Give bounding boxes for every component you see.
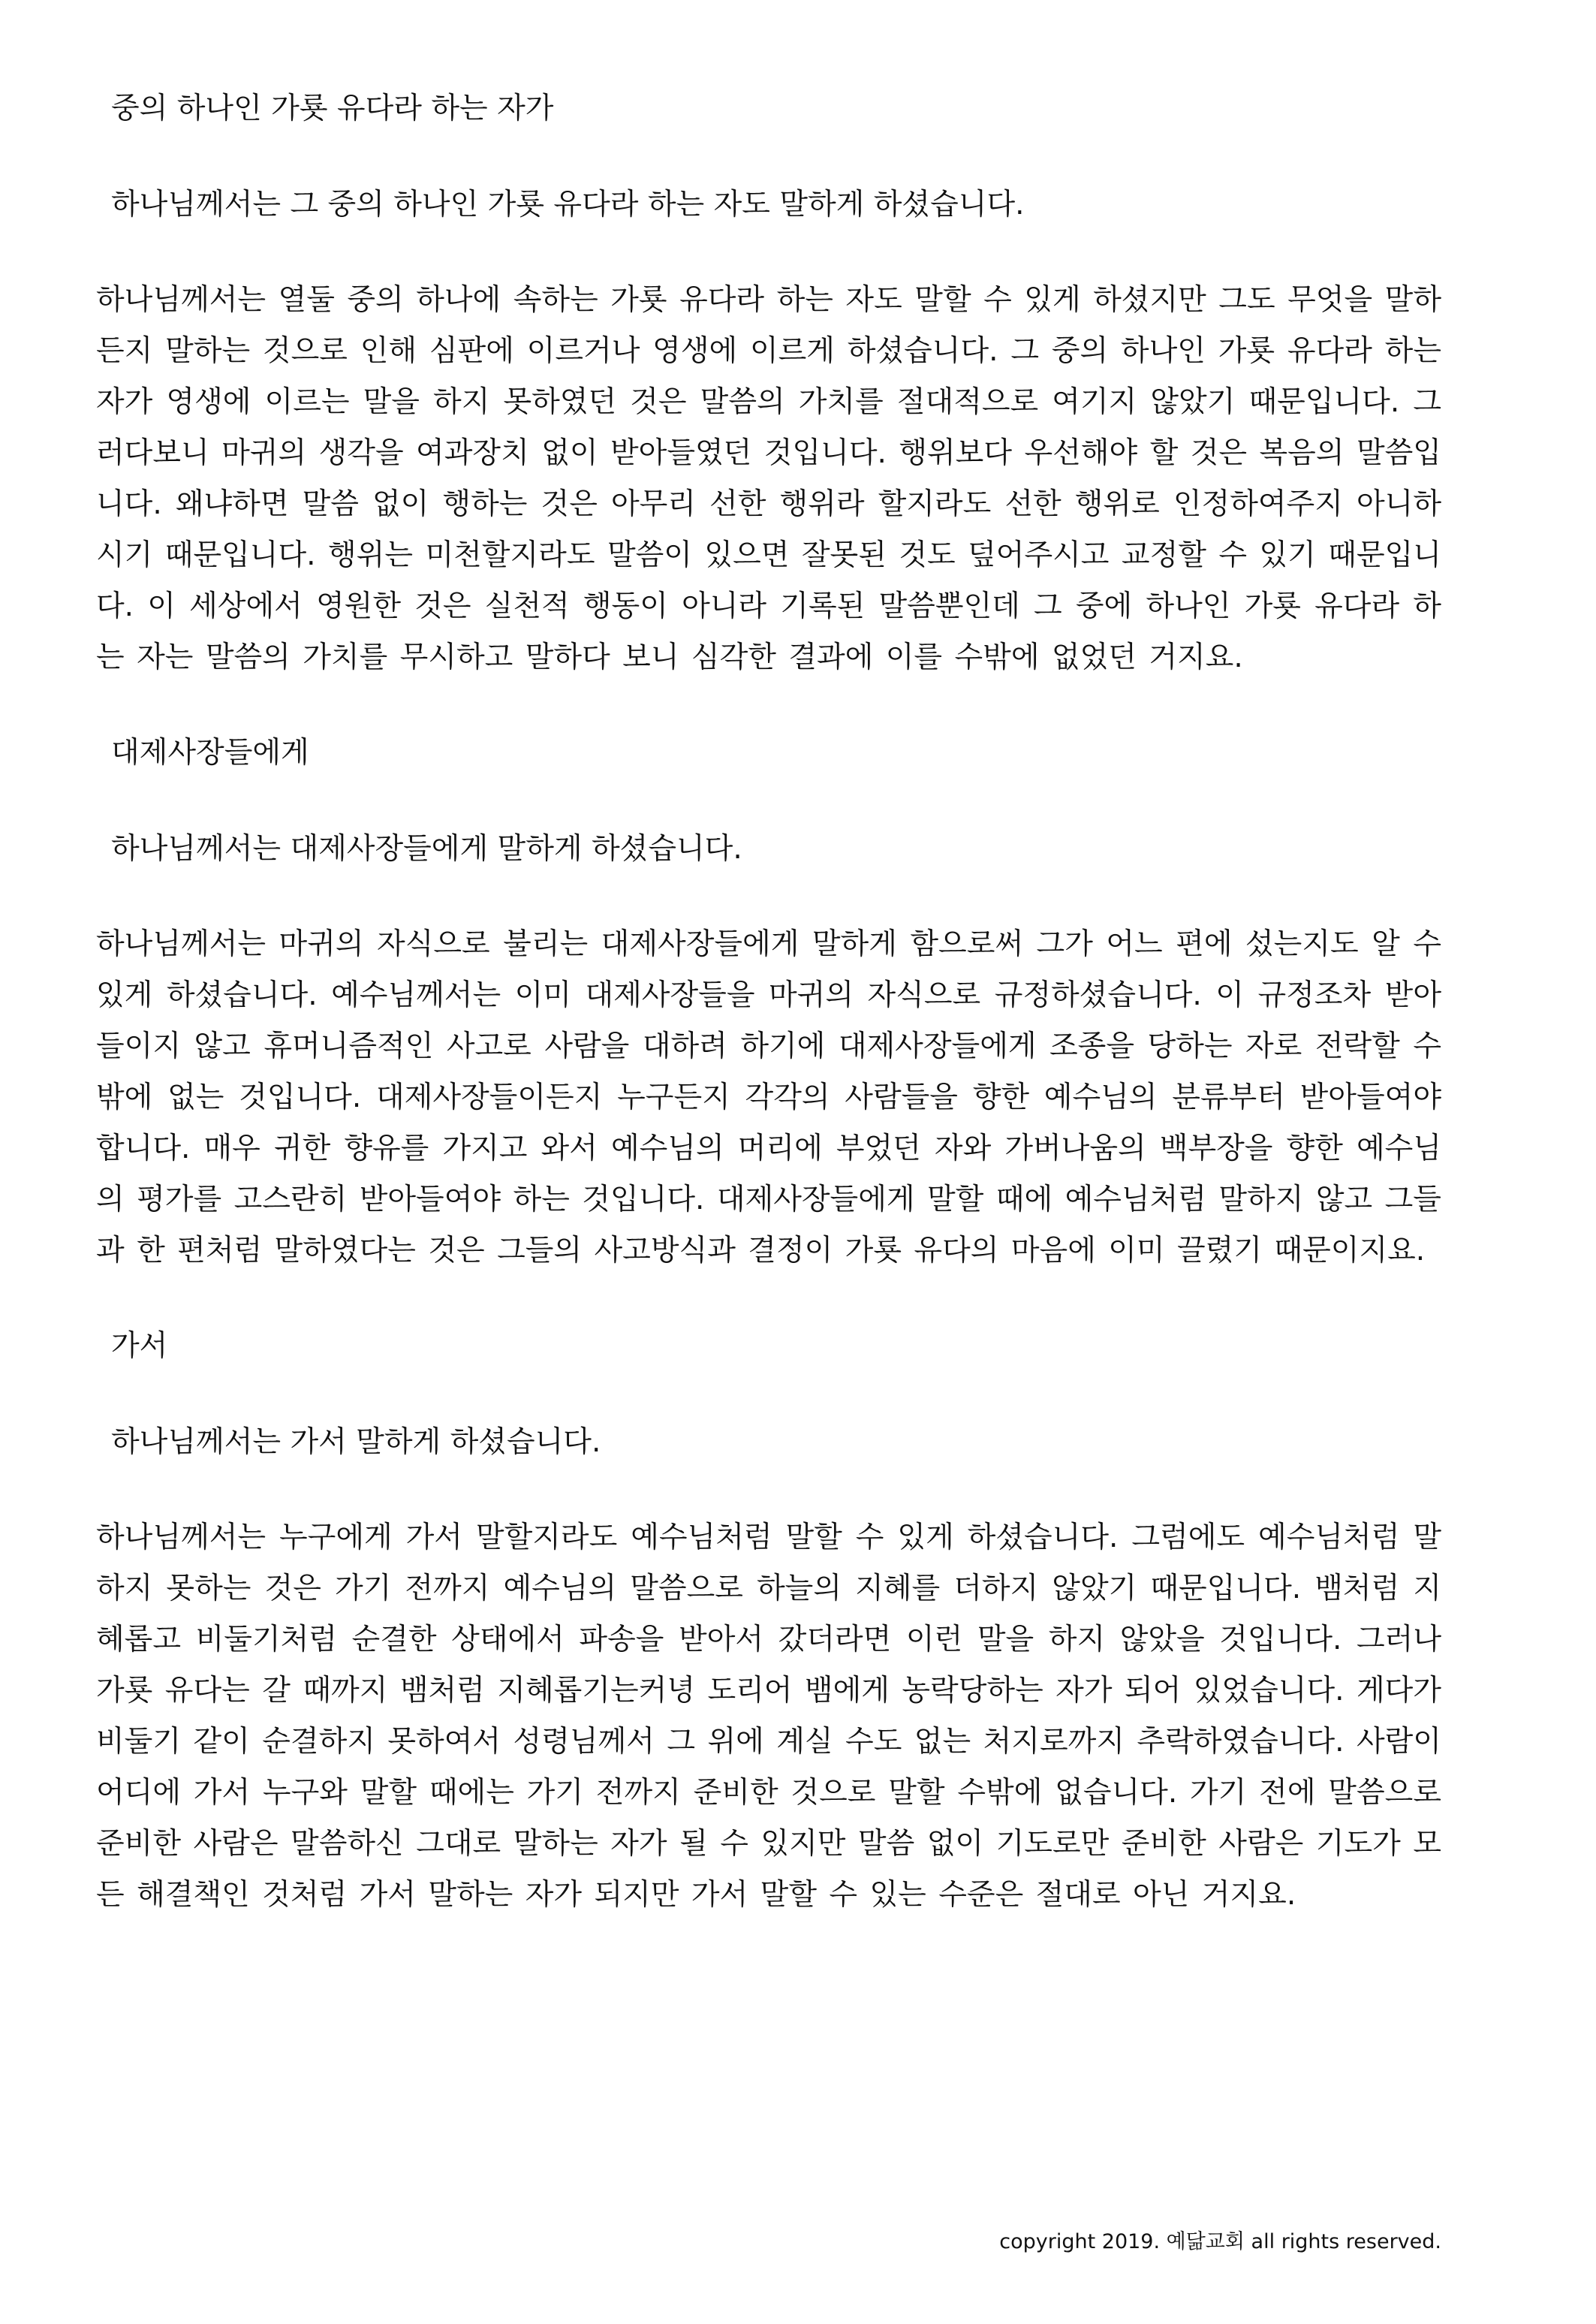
section-intro: 하나님께서는 대제사장들에게 말하게 하셨습니다.	[111, 832, 742, 866]
document-content	[96, 89, 1441, 1921]
section-heading: 가서	[111, 1329, 168, 1363]
section-heading: 대제사장들에게	[111, 736, 309, 770]
section-chief-priests	[96, 733, 1441, 1277]
section-body: 하나님께서는 마귀의 자식으로 불리는 대제사장들에게 말하게 함으로써 그가 어느 편에 섰는지도 알 수 있게 하셨습니다. 예수님께서는 이미 대제사장들을 마귀의 자식으로 규정하셨습니다. 이 규정조차 받아들이지 않고 휴머니즘적인 사고로 사람을 대하려 하기에 대제사장들에게 조종을 당하는 자로 전락할 수밖에 없는 것입니다. 대제사장들이든지 누구든지 각각의 사람들을 향한 예수님의 분류부터 받아들여야 합니다. 매우 귀한 향유를 가지고 와서 예수님의 머리에 부었던 자와 가버나움의 백부장을 향한 예수님의 평가를 고스란히 받아들여야 하는 것입니다. 대제사장들에게 말할 때에 예수님처럼 말하지 않고 그들과 한 편처럼 말하였다는 것은 그들의 사고방식과 결정이 가룟 유다의 마음에 이미 끌렸기 때문이지요.	[96, 927, 1441, 1267]
section-judas	[96, 89, 1441, 683]
section-intro: 하나님께서는 가서 말하게 하셨습니다.	[111, 1425, 601, 1459]
section-body: 하나님께서는 열둘 중의 하나에 속하는 가룟 유다라 하는 자도 말할 수 있게 하셨지만 그도 무엇을 말하든지 말하는 것으로 인해 심판에 이르거나 영생에 이르게 하셨습니다. 그 중의 하나인 가룟 유다라 하는 자가 영생에 이르는 말을 하지 못하였던 것은 말씀의 가치를 절대적으로 여기지 않았기 때문입니다. 그러다보니 마귀의 생각을 여과장치 없이 받아들였던 것입니다. 행위보다 우선해야 할 것은 복음의 말씀입니다. 왜냐하면 말씀 없이 행하는 것은 아무리 선한 행위라 할지라도 선한 행위로 인정하여주지 아니하시기 때문입니다. 행위는 미천할지라도 말씀이 있으면 잘못된 것도 덮어주시고 교정할 수 있기 때문입니다. 이 세상에서 영원한 것은 실천적 행동이 아니라 기록된 말씀뿐인데 그 중에 하나인 가룟 유다라 하는 자는 말씀의 가치를 무시하고 말하다 보니 심각한 결과에 이를 수밖에 없었던 거지요.	[96, 283, 1441, 674]
section-body: 하나님께서는 누구에게 가서 말할지라도 예수님처럼 말할 수 있게 하셨습니다. 그럼에도 예수님처럼 말하지 못하는 것은 가기 전까지 예수님의 말씀으로 하늘의 지혜를 더하지 않았기 때문입니다. 뱀처럼 지혜롭고 비둘기처럼 순결한 상태에서 파송을 받아서 갔더라면 이런 말을 하지 않았을 것입니다. 그러나 가룟 유다는 갈 때까지 뱀처럼 지혜롭기는커녕 도리어 뱀에게 농락당하는 자가 되어 있었습니다. 게다가 비둘기 같이 순결하지 못하여서 성령님께서 그 위에 계실 수도 없는 처지로까지 추락하였습니다. 사람이 어디에 가서 누구와 말할 때에는 가기 전까지 준비한 것으로 말할 수밖에 없습니다. 가기 전에 말씀으로 준비한 사람은 말씀하신 그대로 말하는 자가 될 수 있지만 말씀 없이 기도로만 준비한 사람은 기도가 모든 해결책인 것처럼 가서 말하는 자가 되지만 가서 말할 수 있는 수준은 절대로 아닌 거지요.	[96, 1521, 1441, 1912]
section-intro: 하나님께서는 그 중의 하나인 가룟 유다라 하는 자도 말하게 하셨습니다.	[111, 188, 1025, 222]
section-going	[96, 1326, 1441, 1921]
section-heading: 중의 하나인 가룟 유다라 하는 자가	[111, 92, 554, 125]
copyright-footer: copyright 2019. 예닮교회 all rights reserved.	[999, 2230, 1441, 2253]
